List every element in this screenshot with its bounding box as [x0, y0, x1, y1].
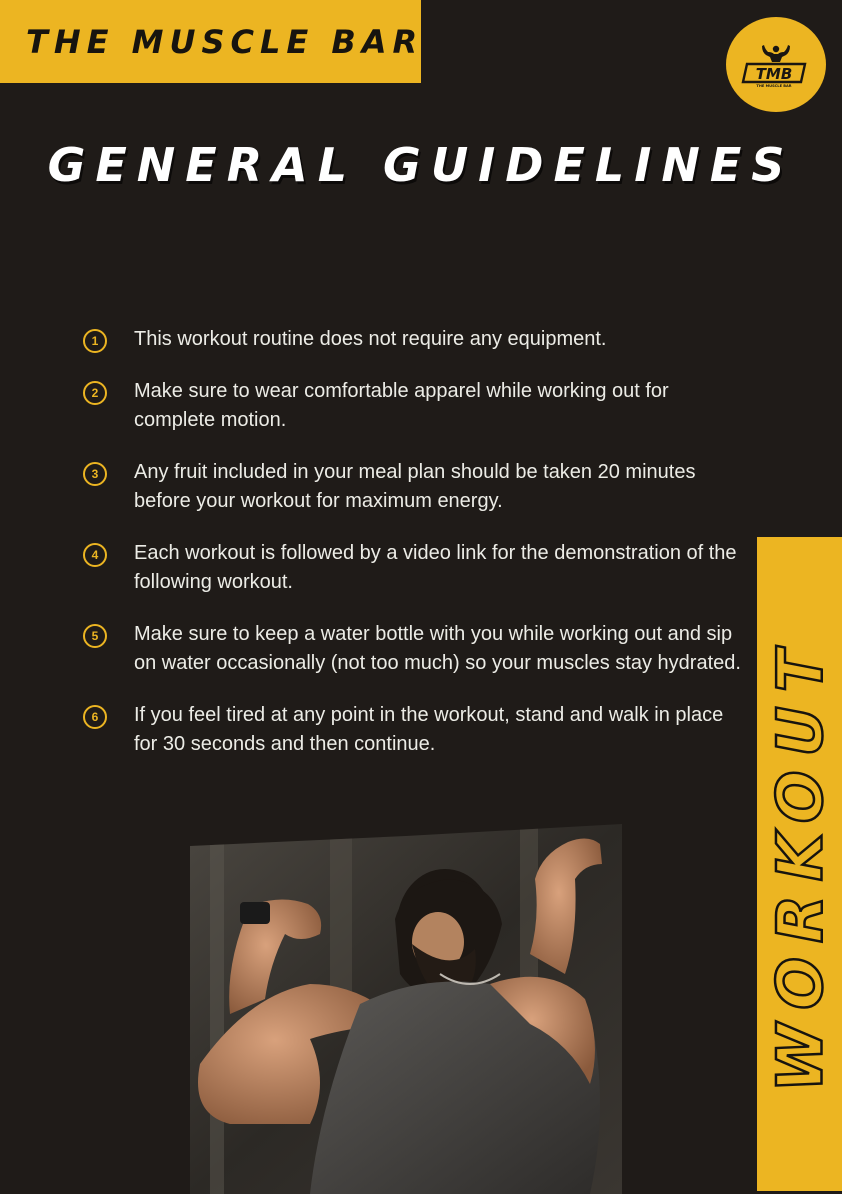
side-label: WORKOUT: [763, 635, 836, 1093]
number-circle-icon: 1: [83, 329, 107, 353]
guideline-text: If you feel tired at any point in the workout, stand and walk in place for 30 seconds and then continue.: [134, 704, 724, 755]
number-circle-icon: 6: [83, 705, 107, 729]
number-circle-icon: 2: [83, 381, 107, 405]
guideline-item: [81, 701, 741, 759]
guideline-item: [81, 458, 741, 516]
number-circle-icon: 5: [83, 624, 107, 648]
flexing-bodybuilder-icon: [741, 42, 811, 88]
guideline-item: [81, 539, 741, 597]
guideline-text: Make sure to keep a water bottle with you while working out and sip on water occasionally (not too much) so your muscles stay hydrated.: [134, 623, 741, 674]
guideline-text: This workout routine does not require any equipment.: [134, 328, 607, 350]
guideline-item: [81, 325, 741, 354]
logo-subtext: THE MUSCLE BAR: [756, 83, 792, 88]
brand-banner: [0, 0, 424, 83]
guideline-text: Any fruit included in your meal plan should be taken 20 minutes before your workout for maximum energy.: [134, 461, 696, 512]
guideline-item: [81, 620, 741, 678]
brand-logo: [726, 17, 826, 112]
guideline-text: Make sure to wear comfortable apparel while working out for complete motion.: [134, 380, 669, 431]
guidelines-list: [81, 325, 741, 782]
logo-text: TMB: [755, 64, 793, 83]
guideline-item: [81, 377, 741, 435]
guideline-text: Each workout is followed by a video link for the demonstration of the following workout.: [134, 542, 737, 593]
page-title: GENERAL GUIDELINES: [47, 138, 795, 192]
man-flexing-biceps-photo: [190, 824, 622, 1194]
number-circle-icon: 3: [83, 462, 107, 486]
side-banner: [757, 537, 842, 1191]
number-circle-icon: 4: [83, 543, 107, 567]
brand-name: THE MUSCLE BAR: [26, 22, 424, 61]
